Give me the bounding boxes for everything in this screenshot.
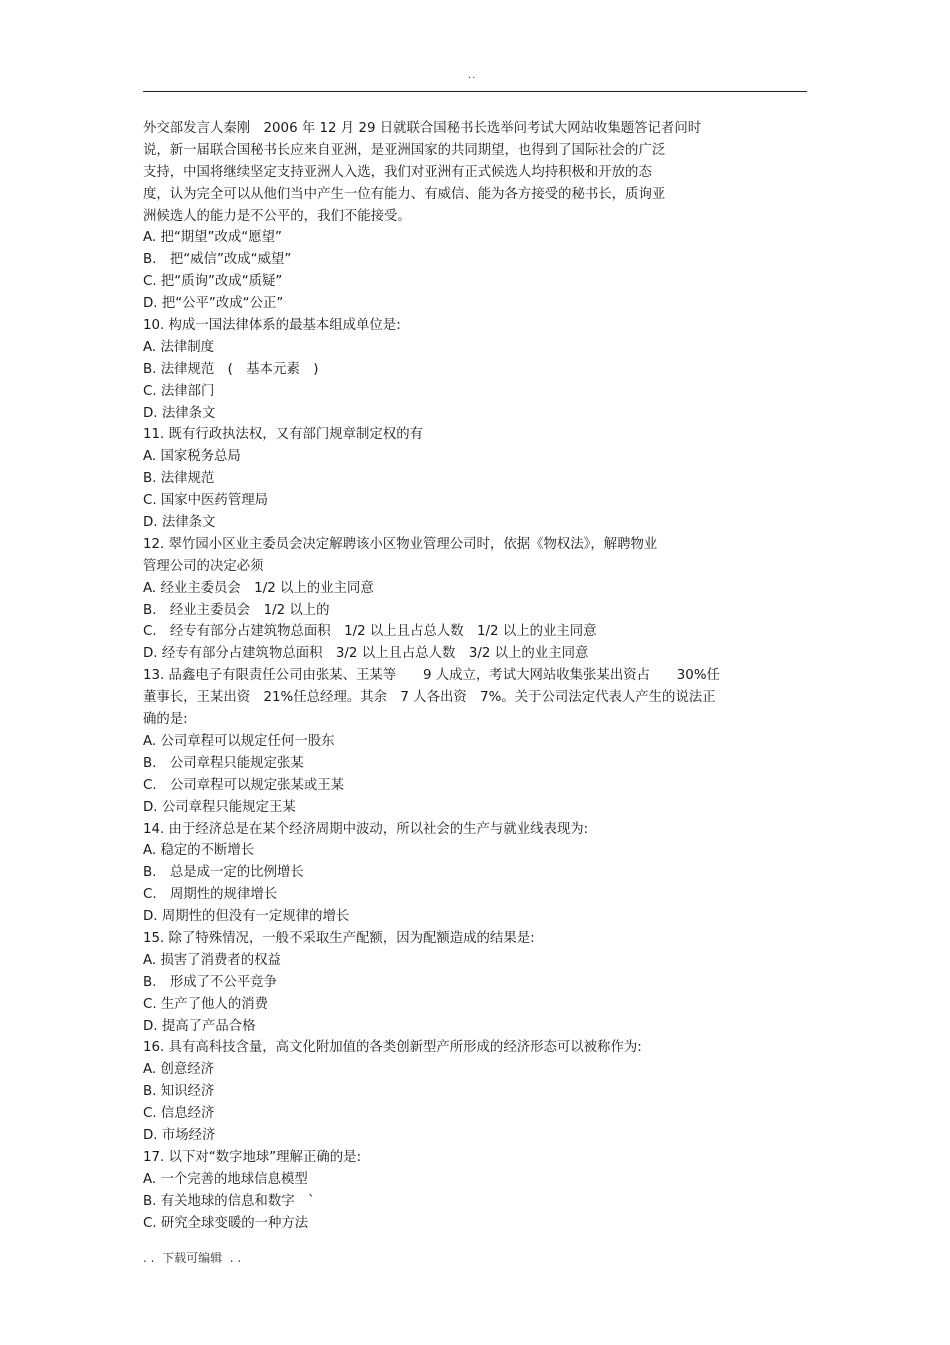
text-line: A. 一个完善的地球信息模型	[143, 1171, 308, 1187]
text-line: C. 研究全球变暖的一种方法	[143, 1215, 309, 1231]
text-line: C. 周期性的规律增长	[143, 887, 278, 903]
text-line: A. 损害了消费者的权益	[143, 952, 281, 968]
text-line: D. 经专有部分占建筑物总面积 3/2 以上且占总人数 3/2 以上的业主同意	[143, 646, 589, 662]
header-mark: ..	[468, 70, 477, 81]
text-line: 16. 具有高科技含量，高文化附加值的各类创新型产所形成的经济形态可以被称作为:	[143, 1040, 642, 1056]
text-line: C. 国家中医药管理局	[143, 493, 268, 509]
text-line: A. 公司章程可以规定任何一股东	[143, 733, 335, 749]
text-line: A. 法律制度	[143, 339, 214, 355]
text-line: 管理公司的决定必须	[143, 558, 264, 574]
text-line: 度，认为完全可以从他们当中产生一位有能力、有威信、能为各方接受的秘书长，质询亚	[143, 186, 666, 202]
text-line: 15. 除了特殊情况，一般不采取生产配额，因为配额造成的结果是:	[143, 930, 535, 946]
text-line: 14. 由于经济总是在某个经济周期中波动，所以社会的生产与就业线表现为:	[143, 821, 589, 837]
text-line: C. 生产了他人的消费	[143, 996, 268, 1012]
text-line: D. 法律条文	[143, 515, 216, 531]
text-line: A. 创意经济	[143, 1062, 214, 1078]
page-footer: . . 下载可编辑 . .	[143, 1251, 242, 1265]
text-line: 11. 既有行政执法权，又有部门规章制定权的有	[143, 427, 423, 443]
text-line: B. 经业主委员会 1/2 以上的	[143, 602, 330, 618]
text-line: 支持，中国将继续坚定支持亚洲人入选，我们对亚洲有正式候选人均持积极和开放的态	[143, 164, 652, 180]
text-line: C. 经专有部分占建筑物总面积 1/2 以上且占总人数 1/2 以上的业主同意	[143, 624, 597, 640]
text-line: 董事长，王某出资 21%任总经理。其余 7 人各出资 7%。关于公司法定代表人产生的说法正	[143, 690, 716, 706]
text-line: B. 有关地球的信息和数字 `	[143, 1193, 315, 1209]
text-line: C. 公司章程可以规定张某或王某	[143, 777, 345, 793]
text-line: D. 把“公平”改成“公正”	[143, 296, 284, 312]
document-body	[143, 118, 823, 1234]
text-line: 外交部发言人秦刚 2006 年 12 月 29 日就联合国秘书长选举问考试大网站收集题答记者问时	[143, 121, 702, 136]
text-line: D. 提高了产品合格	[143, 1018, 256, 1034]
text-line: A. 经业主委员会 1/2 以上的业主同意	[143, 580, 374, 596]
text-line: 说，新一届联合国秘书长应来自亚洲，是亚洲国家的共同期望，也得到了国际社会的广泛	[143, 142, 666, 158]
text-line: D. 法律条文	[143, 405, 216, 421]
text-line: B. 形成了不公平竞争	[143, 974, 277, 990]
text-line: B. 公司章程只能规定张某	[143, 755, 304, 771]
header-divider	[143, 91, 807, 92]
text-line: C. 信息经济	[143, 1106, 215, 1122]
text-line: B. 法律规范 ( 基本元素 )	[143, 361, 319, 377]
text-line: D. 公司章程只能规定王某	[143, 799, 296, 815]
text-line: D. 周期性的但没有一定规律的增长	[143, 909, 350, 925]
text-line: B. 总是成一定的比例增长	[143, 865, 304, 881]
text-line: 确的是:	[143, 712, 188, 728]
text-line: 12. 翠竹园小区业主委员会决定解聘该小区物业管理公司时，依据《物权法》，解聘物业	[143, 536, 658, 552]
text-line: 17. 以下对“数字地球”理解正确的是:	[143, 1149, 362, 1165]
text-line: 洲候选人的能力是不公平的，我们不能接受。	[143, 208, 411, 224]
text-line: B. 把“威信”改成“威望”	[143, 252, 292, 268]
text-line: A. 国家税务总局	[143, 449, 241, 465]
text-line: A. 稳定的不断增长	[143, 843, 255, 859]
text-line: 13. 品鑫电子有限责任公司由张某、王某等 9 人成立，考试大网站收集张某出资占 30%任	[143, 668, 720, 684]
text-line: 10. 构成一国法律体系的最基本组成单位是:	[143, 318, 401, 334]
text-line: A. 把“期望”改成“愿望”	[143, 230, 282, 246]
text-line: C. 法律部门	[143, 383, 215, 399]
text-line: D. 市场经济	[143, 1127, 216, 1143]
text-line: B. 知识经济	[143, 1084, 215, 1100]
text-line: C. 把“质询”改成“质疑”	[143, 274, 283, 290]
text-line: B. 法律规范	[143, 471, 215, 487]
